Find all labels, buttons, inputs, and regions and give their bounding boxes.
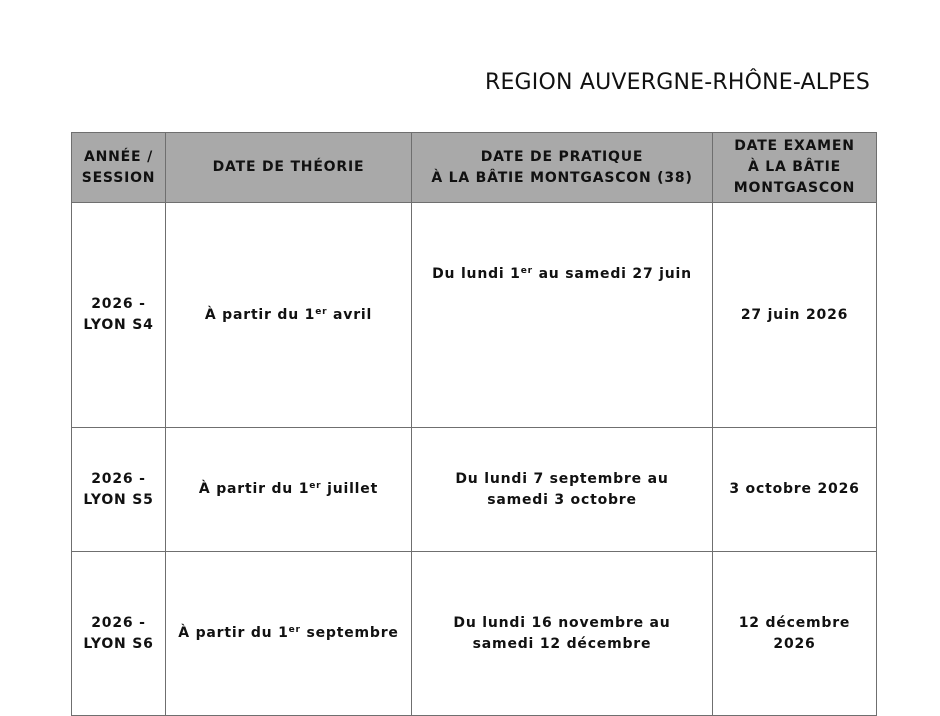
ordinal-suffix: er (309, 481, 322, 491)
examen-date: 27 juin 2026 (740, 306, 849, 323)
header-date-pratique (412, 133, 713, 203)
session-code: LYON S5 (83, 491, 154, 508)
cell-session (72, 428, 166, 552)
pratique-line-1: Du lundi 7 septembre au (455, 470, 669, 487)
header-line: SESSION (81, 169, 156, 186)
ordinal-suffix: er (315, 306, 328, 317)
pratique-line-1: Du lundi 16 novembre au (453, 614, 671, 631)
header-line: À LA BÂTIE MONTGASCON (38) (431, 169, 693, 186)
header-line: ANNÉE / (84, 148, 153, 165)
header-line: DATE EXAMEN (734, 138, 855, 154)
header-line: MONTGASCON (733, 180, 856, 196)
cell-session (72, 203, 166, 428)
table-header-row (72, 133, 877, 203)
theorie-text: À partir du 1 (198, 481, 310, 497)
cell-examen (713, 203, 877, 428)
cell-pratique (412, 203, 713, 428)
theorie-month: septembre (300, 625, 399, 641)
header-date-examen (713, 133, 877, 203)
header-line: DATE DE PRATIQUE (480, 148, 644, 165)
cell-session (72, 552, 166, 716)
session-code: LYON S4 (83, 317, 154, 333)
schedule-table (71, 132, 877, 716)
examen-date: 12 décembre 2026 (738, 614, 851, 652)
cell-pratique (412, 428, 713, 552)
session-year: 2026 - (91, 614, 146, 631)
cell-theorie (166, 203, 412, 428)
cell-examen (713, 552, 877, 716)
header-line: À LA BÂTIE (747, 159, 842, 175)
pratique-line-2: samedi 12 décembre (472, 635, 652, 652)
header-line: DATE DE THÉORIE (212, 159, 365, 175)
session-code: LYON S6 (83, 635, 154, 652)
session-year: 2026 - (91, 296, 146, 312)
theorie-month: juillet (321, 481, 379, 497)
theorie-text: À partir du 1 (204, 306, 316, 323)
cell-examen (713, 428, 877, 552)
header-date-theorie (166, 133, 412, 203)
cell-theorie (166, 552, 412, 716)
table-row (72, 203, 877, 428)
theorie-month: avril (327, 306, 373, 323)
cell-pratique (412, 552, 713, 716)
ordinal-suffix: er (288, 625, 301, 635)
page-title: REGION AUVERGNE-RHÔNE-ALPES (484, 70, 870, 95)
ordinal-suffix: er (520, 266, 533, 276)
session-year: 2026 - (91, 470, 146, 487)
examen-date: 3 octobre 2026 (729, 481, 860, 497)
table-row (72, 428, 877, 552)
theorie-text: À partir du 1 (178, 625, 289, 641)
pratique-text: Du lundi 1 (432, 266, 521, 282)
pratique-line-2: samedi 3 octobre (487, 491, 637, 508)
table-row (72, 552, 877, 716)
pratique-text-end: au samedi 27 juin (532, 266, 692, 282)
cell-theorie (166, 428, 412, 552)
header-annee-session (72, 133, 166, 203)
